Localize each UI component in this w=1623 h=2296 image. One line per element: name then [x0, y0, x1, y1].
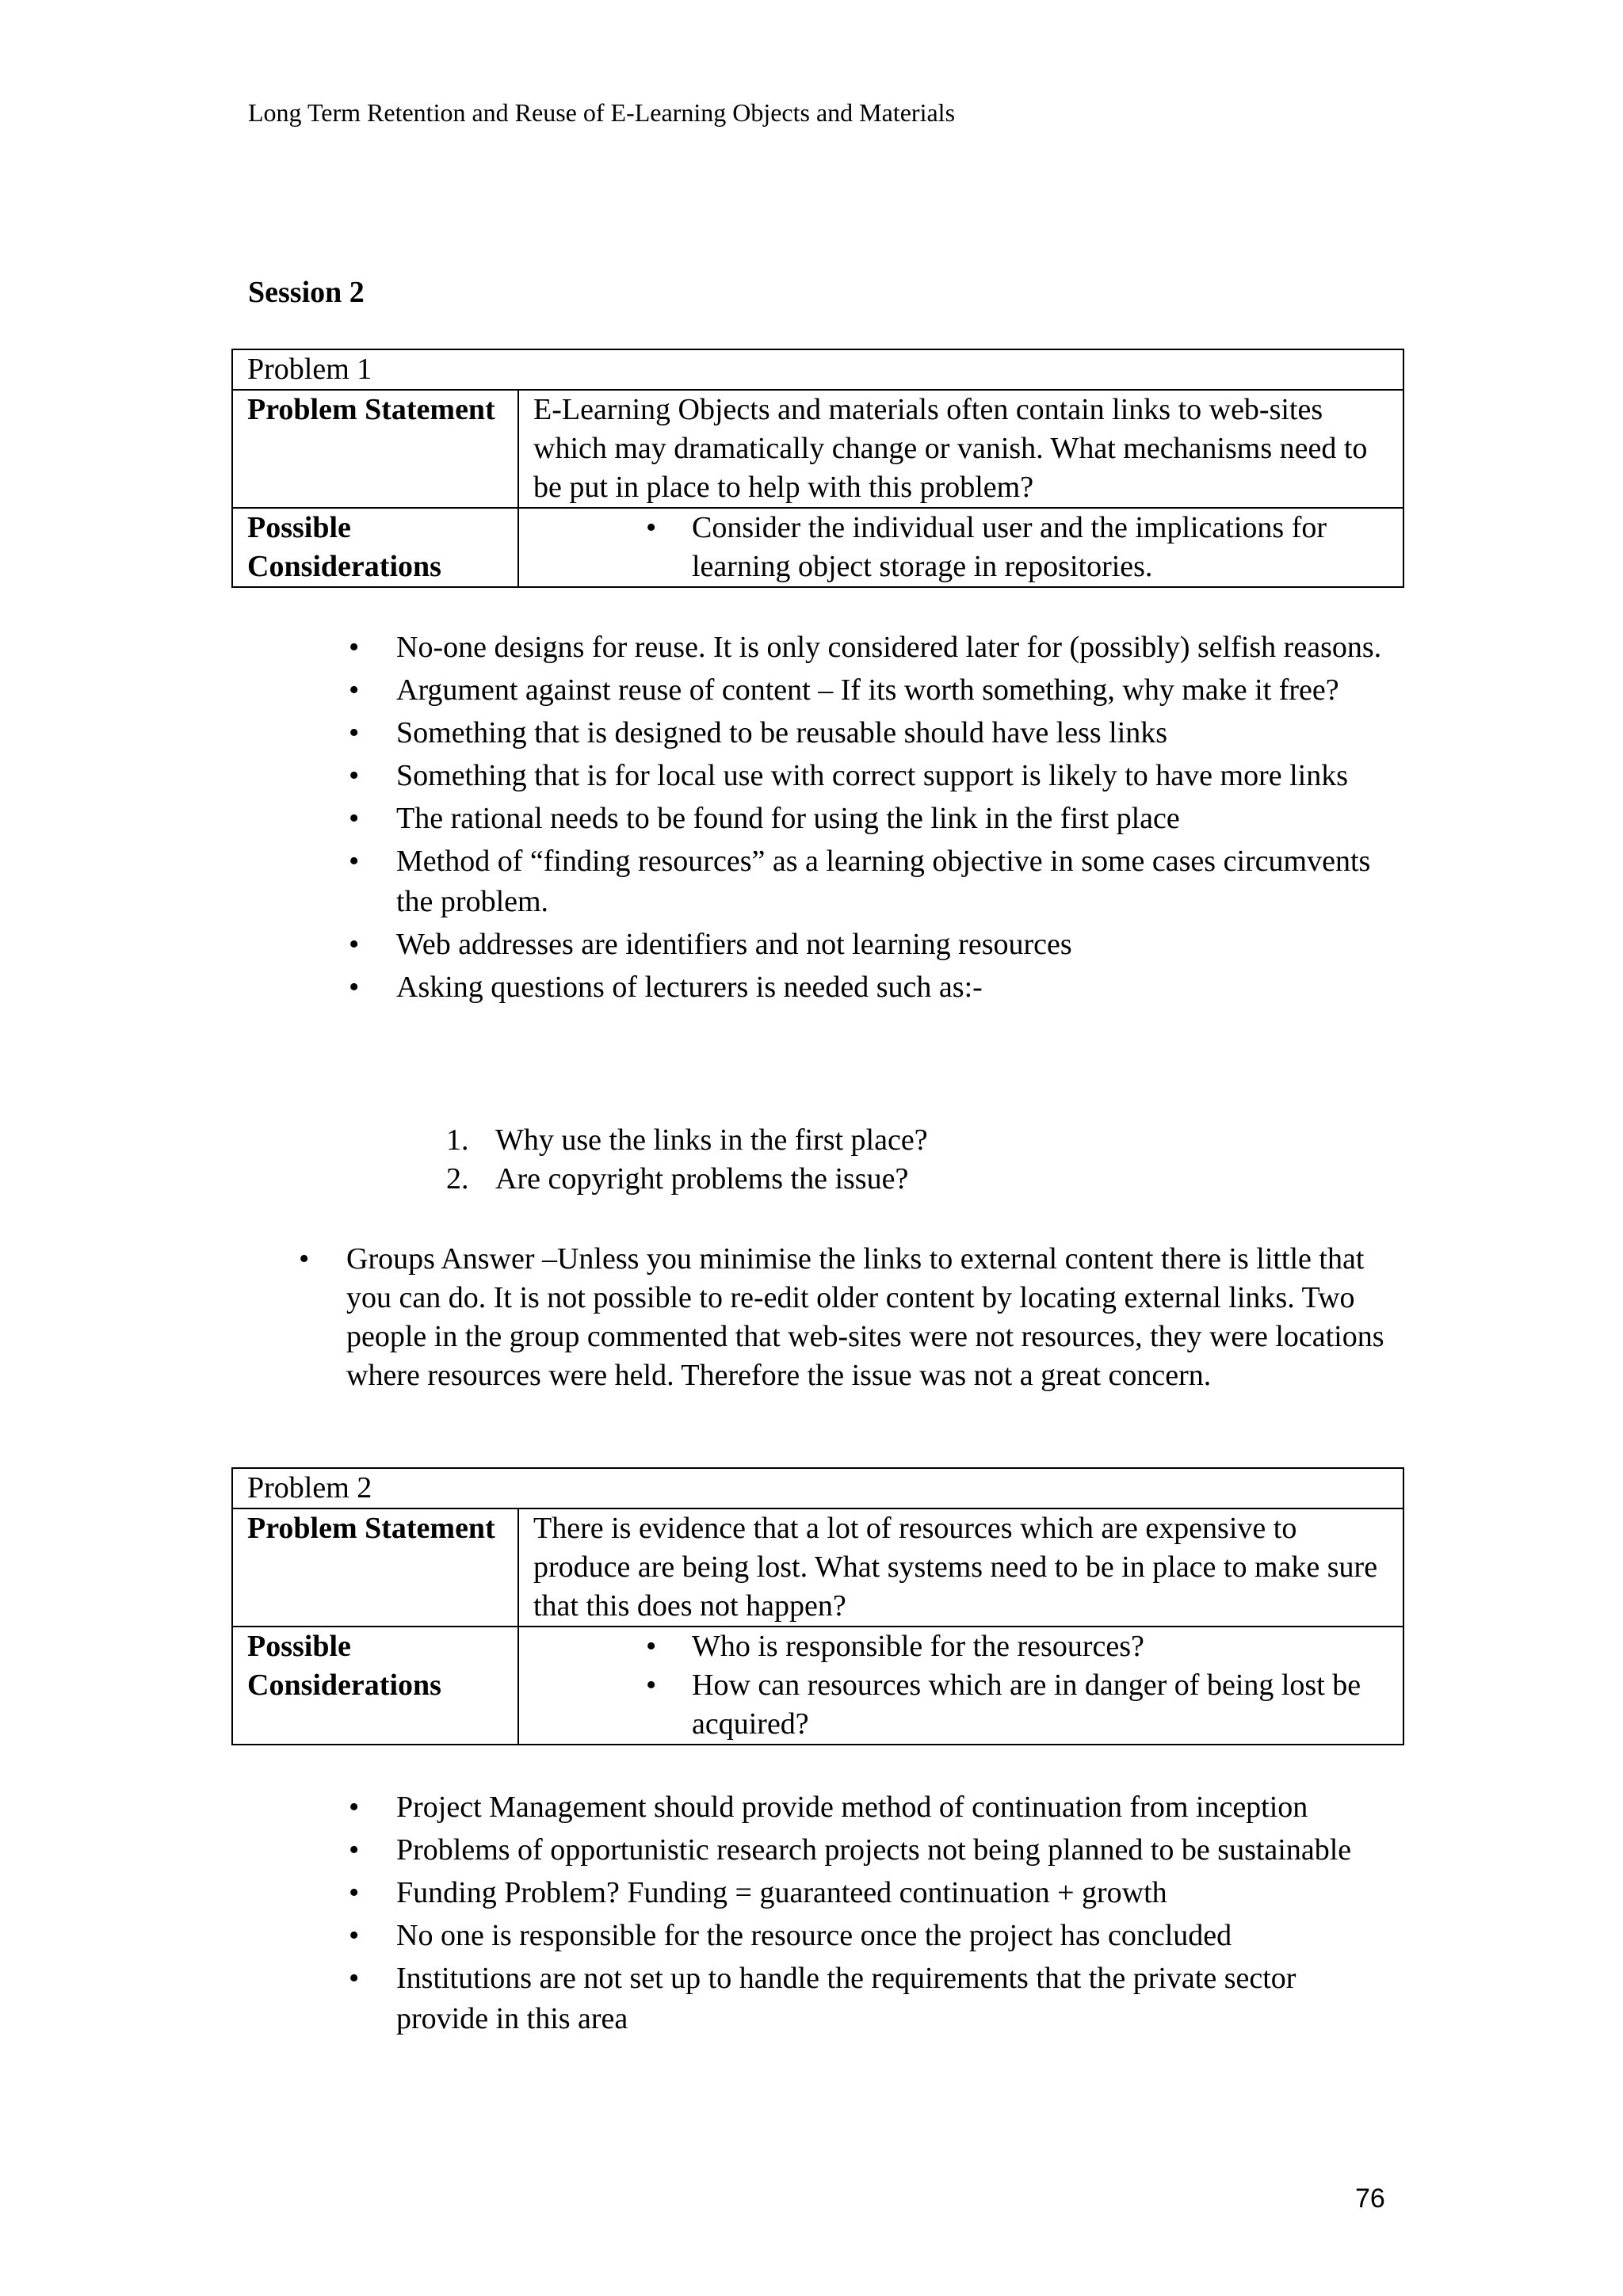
- possible-considerations-label: Possible Considerations: [232, 1627, 518, 1745]
- consideration-item: • Who is responsible for the resources?: [692, 1627, 1388, 1666]
- problem-statement-label: Problem Statement: [232, 390, 518, 508]
- problem-caption: Problem 1: [232, 349, 1403, 390]
- list-item: • No-one designs for reuse. It is only considered later for (possibly) selfish reasons.: [396, 627, 1387, 668]
- discussion-1-list: [396, 627, 1387, 1010]
- question-number: 2.: [446, 1162, 469, 1196]
- question-number: 1.: [446, 1123, 469, 1157]
- problem-statement-text: There is evidence that a lot of resources which are expensive to produce are being lost. What systems need to be in place to make sure that this does not happen?: [518, 1508, 1403, 1627]
- list-item: • Problems of opportunistic research projects not being planned to be sustainable: [396, 1830, 1395, 1871]
- list-item: • Something that is designed to be reusable should have less links: [396, 713, 1387, 753]
- list-item: • Project Management should provide method of continuation from inception: [396, 1787, 1395, 1828]
- possible-considerations-cell: [518, 1627, 1403, 1745]
- list-item: • The rational needs to be found for using the link in the first place: [396, 799, 1387, 839]
- list-item: • Web addresses are identifiers and not learning resources: [396, 925, 1387, 965]
- list-item: • Asking questions of lecturers is needed such as:-: [396, 967, 1387, 1008]
- possible-considerations-label: Possible Considerations: [232, 508, 518, 587]
- question-text: Why use the links in the first place?: [495, 1123, 928, 1157]
- problem-2-table: [231, 1467, 1404, 1745]
- question-item: [446, 1121, 928, 1160]
- list-item: • Argument against reuse of content – If its worth something, why make it free?: [396, 670, 1387, 711]
- page-number: 76: [1355, 2183, 1385, 2214]
- discussion-2-list: [396, 1787, 1395, 2042]
- groups-answer-list: [346, 1240, 1392, 1398]
- consideration-item: • How can resources which are in danger of being lost be acquired?: [692, 1666, 1388, 1744]
- list-item: • Funding Problem? Funding = guaranteed continuation + growth: [396, 1873, 1395, 1913]
- possible-considerations-cell: [518, 508, 1403, 587]
- groups-answer: • Groups Answer –Unless you minimise the links to external content there is little that you can do. It is not possible to re-edit older content by locating external links. Two people in the group commented that web-sites were not resources, they were locations where resources were held. Therefore the issue was not a great concern.: [346, 1240, 1392, 1395]
- lecturer-questions-list: [396, 1121, 928, 1199]
- question-text: Are copyright problems the issue?: [495, 1162, 909, 1196]
- running-header: Long Term Retention and Reuse of E-Learning Objects and Materials: [248, 98, 956, 127]
- problem-caption: Problem 2: [232, 1468, 1403, 1508]
- question-item: [446, 1160, 928, 1199]
- problem-statement-text: E-Learning Objects and materials often contain links to web-sites which may dramatically change or vanish. What mechanisms need to be put in place to help with this problem?: [518, 390, 1403, 508]
- problem-1-table: [231, 349, 1404, 588]
- section-title: Session 2: [248, 276, 365, 309]
- consideration-item: • Consider the individual user and the implications for learning object storage in repositories.: [692, 509, 1388, 586]
- list-item: • Method of “finding resources” as a learning objective in some cases circumvents the problem.: [396, 841, 1387, 922]
- list-item: • Institutions are not set up to handle the requirements that the private sector provide in this area: [396, 1958, 1395, 2039]
- list-item: • No one is responsible for the resource once the project has concluded: [396, 1916, 1395, 1956]
- list-item: • Something that is for local use with correct support is likely to have more links: [396, 756, 1387, 796]
- problem-statement-label: Problem Statement: [232, 1508, 518, 1627]
- considerations-list: [533, 1627, 1388, 1744]
- considerations-list: [533, 509, 1388, 586]
